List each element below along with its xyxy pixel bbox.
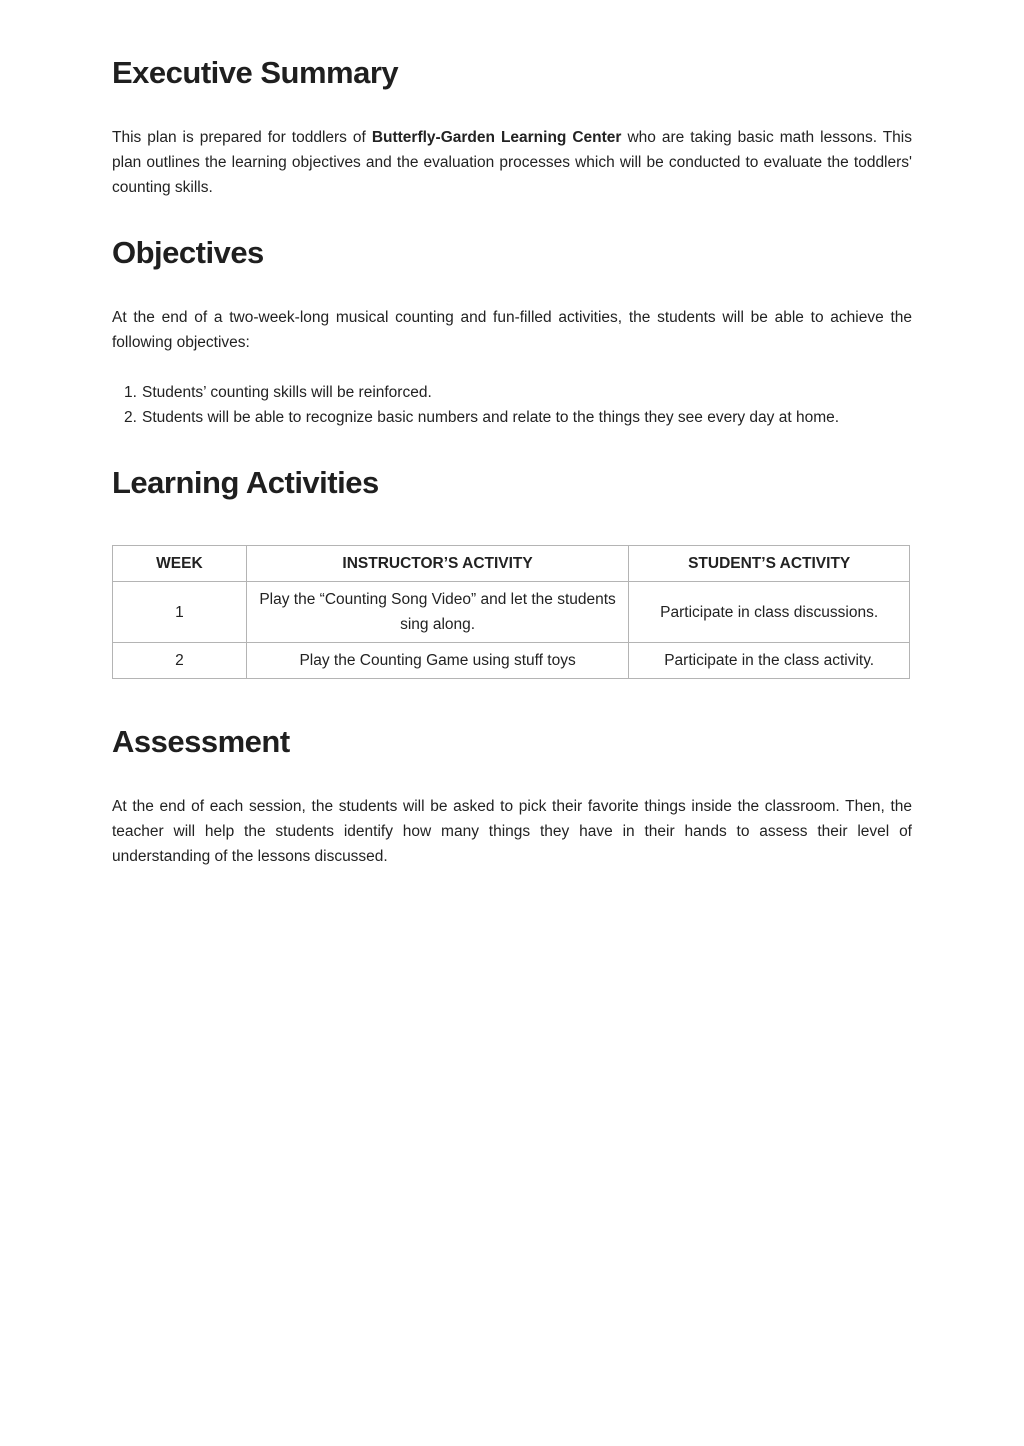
activities-table	[112, 545, 910, 679]
learning-activities-heading: Learning Activities	[112, 465, 379, 500]
objectives-intro: At the end of a two-week-long musical counting and fun-filled activities, the students will be able to achieve the following objectives:	[112, 309, 912, 351]
cell-student-activity: Participate in class discussions.	[629, 582, 910, 643]
table-row	[113, 643, 910, 679]
header-instructor-activity: INSTRUCTOR’S ACTIVITY	[246, 546, 628, 582]
cell-instructor-activity: Play the “Counting Song Video” and let the students sing along.	[246, 582, 628, 643]
executive-summary-heading: Executive Summary	[112, 55, 399, 90]
organization-name: Butterfly-Garden Learning Center	[371, 129, 622, 146]
cell-week: 2	[113, 643, 247, 679]
objective-number: 1.	[124, 384, 137, 401]
objectives-list	[124, 380, 912, 430]
header-student-activity: STUDENT’S ACTIVITY	[629, 546, 910, 582]
header-week: WEEK	[113, 546, 247, 582]
objectives-heading: Objectives	[112, 235, 264, 270]
table-header-row	[113, 546, 910, 582]
assessment-text: At the end of each session, the students will be asked to pick their favorite things inside the classroom. Then, the teacher will help the students identify how many things they have in their hands to assess their level of understanding of the lessons discussed.	[112, 798, 912, 865]
objective-text: Students’ counting skills will be reinforced.	[142, 384, 432, 401]
objective-text: Students will be able to recognize basic numbers and relate to the things they see every day at home.	[142, 409, 840, 426]
cell-instructor-activity: Play the Counting Game using stuff toys	[246, 643, 628, 679]
table-row	[113, 582, 910, 643]
summary-text-after: who are taking basic math lessons. This plan outlines the learning objectives and the evaluation processes which will be conducted to evaluate the toddlers' counting skills.	[112, 129, 912, 196]
assessment-heading: Assessment	[112, 724, 290, 759]
objective-item	[124, 405, 912, 430]
cell-week: 1	[113, 582, 247, 643]
objective-item	[124, 380, 912, 405]
executive-summary-text	[112, 125, 912, 200]
objective-number: 2.	[124, 409, 137, 426]
cell-student-activity: Participate in the class activity.	[629, 643, 910, 679]
summary-text-before: This plan is prepared for toddlers of	[112, 129, 372, 146]
